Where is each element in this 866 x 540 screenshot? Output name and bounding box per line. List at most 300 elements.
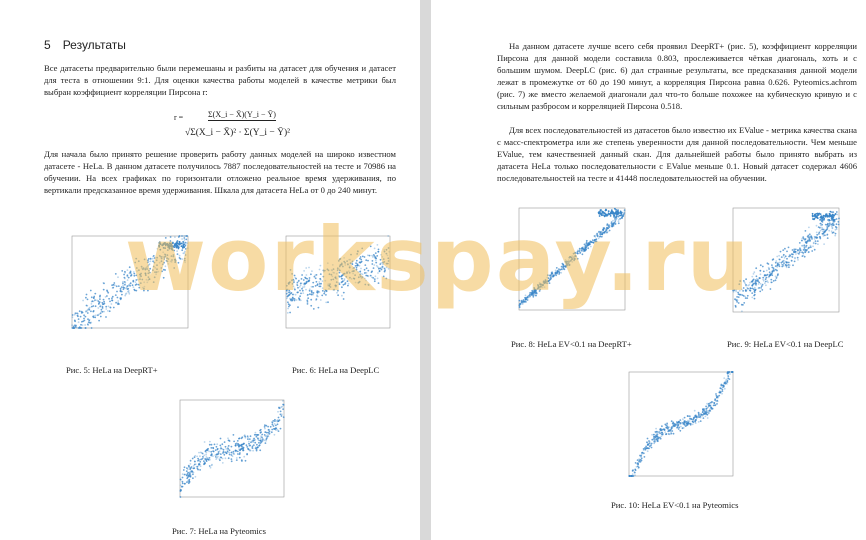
scatter-point [103,299,105,301]
scatter-point [187,472,189,474]
scatter-point [143,290,145,292]
scatter-point [364,256,366,258]
scatter-point [122,282,124,284]
paragraph-intro: Все датасеты предварительно были перемешаны и разбиты на датасет для обучения и датасет для теста в отношении 9:1. Для оценки качества работы моделей в качестве метрики был выбран коэффициент корреляции Пирсона r: [44,63,396,98]
scatter-point [795,251,797,253]
scatter-point [705,406,707,408]
scatter-point [231,458,233,460]
scatter-point [218,453,220,455]
scatter-point [156,264,158,266]
scatter-point [594,235,596,237]
scatter-point [365,280,367,282]
scatter-point [200,452,202,454]
scatter-point [145,272,147,274]
scatter-point [653,440,655,442]
scatter-point [239,452,241,454]
scatter-point [604,212,606,214]
scatter-point [600,234,602,236]
scatter-point [745,278,747,280]
scatter-point [819,219,821,221]
scatter-point [343,292,345,294]
scatter-point [714,399,716,401]
scatter-point [154,271,156,273]
scatter-point [651,443,653,445]
scatter-point [318,286,320,288]
scatter-point [97,314,99,316]
scatter-point [265,442,267,444]
scatter-point [663,428,665,430]
scatter-point [127,269,129,271]
scatter-point [676,427,678,429]
scatter-point [217,448,219,450]
scatter-point [689,420,691,422]
scatter-point [581,248,583,250]
scatter-point [805,249,807,251]
scatter-point [654,437,656,439]
scatter-point [638,467,640,469]
scatter-point [154,257,156,259]
scatter-point [150,258,152,260]
scatter-point [830,215,832,217]
scatter-point [259,440,261,442]
scatter-point [809,238,811,240]
scatter-point [563,266,565,268]
scatter-point [388,268,390,270]
scatter-point [377,272,379,274]
scatter-point [368,275,370,277]
scatter-point [555,271,557,273]
scatter-point [543,280,545,282]
scatter-point [180,489,182,491]
scatter-point [181,238,183,240]
scatter-point [217,456,219,458]
scatter-point [275,429,277,431]
scatter-point [831,230,833,232]
scatter-point [325,294,327,296]
scatter-point [702,411,704,413]
scatter-point [245,437,247,439]
scatter-point [128,290,130,292]
scatter-point [592,239,594,241]
scatter-point [206,456,208,458]
scatter-point [327,301,329,303]
scatter-point [216,446,218,448]
scatter-point [211,444,213,446]
scatter-point [356,269,358,271]
scatter-point [280,428,282,430]
scatter-point [750,288,752,290]
scatter-point [271,431,273,433]
scatter-point [360,276,362,278]
scatter-point [755,284,757,286]
scatter-point [200,459,202,461]
scatter-point [177,253,179,255]
scatter-point [124,271,126,273]
scatter-point [698,414,700,416]
scatter-point [624,209,626,211]
scatter-point [771,282,773,284]
scatter-point [380,262,382,264]
scatter-point [152,269,154,271]
scatter-point [115,294,117,296]
scatter-point [205,452,207,454]
scatter-point [194,456,196,458]
scatter-point [342,280,344,282]
scatter-point [171,259,173,261]
scatter-point [116,285,118,287]
scatter-point [286,285,288,287]
scatter-point [760,273,762,275]
scatter-point [366,272,368,274]
scatter-point [792,249,794,251]
scatter-point [184,239,186,241]
scatter-point [776,256,778,258]
scatter-point [380,254,382,256]
scatter-point [827,234,829,236]
scatter-point [714,404,716,406]
scatter-point [106,295,108,297]
scatter-point [139,278,141,280]
scatter-point [100,305,102,307]
scatter-point [594,240,596,242]
scatter-point [731,371,733,373]
scatter-point [661,430,663,432]
scatter-point [753,273,755,275]
scatter-point [360,268,362,270]
scatter-point [751,292,753,294]
scatter-point [753,271,755,273]
scatter-point [352,270,354,272]
scatter-point [771,267,773,269]
scatter-point [781,256,783,258]
scatter-point [108,298,110,300]
scatter-point [618,220,620,222]
scatter-point [91,301,93,303]
scatter-point [225,446,227,448]
scatter-point [328,288,330,290]
scatter-point [220,448,222,450]
scatter-point [99,298,101,300]
scatter-point [566,265,568,267]
scatter-point [149,272,151,274]
scatter-point [375,275,377,277]
scatter-point [609,230,611,232]
scatter-point [307,301,309,303]
scatter-point [703,413,705,415]
scatter-point [777,273,779,275]
scatter-point [799,251,801,253]
scatter-point [291,292,293,294]
scatter-point [602,212,604,214]
scatter-point [743,302,745,304]
scatter-point [243,443,245,445]
scatter-point [156,268,158,270]
scatter-point [286,297,288,299]
scatter-point [634,474,636,476]
scatter-point [666,423,668,425]
scatter-point [304,286,306,288]
scatter-point [138,287,140,289]
scatter-point [807,239,809,241]
scatter-point [184,260,186,262]
scatter-point [835,233,837,235]
scatter-point [306,278,308,280]
scatter-point [81,321,83,323]
scatter-point [585,246,587,248]
scatter-point [301,274,303,276]
scatter-point [383,258,385,260]
scatter-point [90,310,92,312]
scatter-point [133,275,135,277]
scatter-point [577,258,579,260]
scatter-point [197,458,199,460]
scatter-point [197,460,199,462]
scatter-point [126,293,128,295]
scatter-point [173,250,175,252]
scatter-point [130,282,132,284]
scatter-point [253,444,255,446]
scatter-point [545,279,547,281]
scatter-point [146,279,148,281]
scatter-point [599,215,601,217]
scatter-point [364,269,366,271]
scatter-point [176,250,178,252]
scatter-point [601,236,603,238]
scatter-point [838,218,840,220]
scatter-point [252,447,254,449]
scatter-point [598,238,600,240]
scatter-point [82,324,84,326]
scatter-point [235,451,237,453]
scatter-point [80,324,82,326]
scatter-point [759,277,761,279]
scatter-point [182,244,184,246]
scatter-point [344,278,346,280]
scatter-point [375,262,377,264]
scatter-point [287,312,289,314]
scatter-point [529,296,531,298]
scatter-point [383,276,385,278]
scatter-point [612,220,614,222]
scatter-point [820,223,822,225]
scatter-point [323,293,325,295]
scatter-point [569,264,571,266]
scatter-point [362,276,364,278]
scatter-point [718,395,720,397]
scatter-point [209,441,211,443]
scatter-point [352,273,354,275]
scatter-point [121,286,123,288]
scatter-point [535,289,537,291]
scatter-point [350,262,352,264]
scatter-point [236,457,238,459]
scatter-point [182,241,184,243]
scatter-point [352,263,354,265]
scatter-point [94,299,96,301]
scatter-point [307,297,309,299]
scatter-point [325,302,327,304]
scatter-point [292,283,294,285]
scatter-point [596,233,598,235]
scatter-point [280,411,282,413]
scatter-point [350,254,352,256]
scatter-point [814,218,816,220]
scatter-point [780,251,782,253]
scatter-point [329,283,331,285]
scatter-point [783,260,785,262]
scatter-point [278,430,280,432]
scatter-point [788,256,790,258]
scatter-point [614,221,616,223]
scatter-point [211,464,213,466]
scatter-point [725,380,727,382]
scatter-point [265,440,267,442]
scatter-point [382,266,384,268]
scatter-point [829,222,831,224]
scatter-point [90,290,92,292]
scatter-point [271,421,273,423]
scatter-point [186,470,188,472]
scatter-point [595,234,597,236]
scatter-point [772,258,774,260]
scatter-point [225,448,227,450]
scatter-point [797,257,799,259]
scatter-point [777,265,779,267]
scatter-point [127,288,129,290]
scatter-point [289,281,291,283]
scatter-point [689,419,691,421]
scatter-point [645,446,647,448]
scatter-point [710,408,712,410]
scatter-point [335,286,337,288]
scatter-point [817,243,819,245]
scatter-point [303,279,305,281]
scatter-point [814,236,816,238]
scatter-point [823,243,825,245]
scatter-point [566,262,568,264]
scatter-point [191,466,193,468]
scatter-point [357,271,359,273]
scatter-point [273,425,275,427]
scatter-point [79,326,81,328]
scatter-point [337,267,339,269]
scatter-point [806,245,808,247]
scatter-point [310,273,312,275]
scatter-point [745,297,747,299]
scatter-point [305,267,307,269]
scatter-point [752,281,754,283]
scatter-point [773,280,775,282]
scatter-point [347,280,349,282]
scatter-point [264,428,266,430]
scatter-point [582,253,584,255]
scatter-point [331,270,333,272]
scatter-point [370,275,372,277]
scatter-point [374,280,376,282]
scatter-point [600,210,602,212]
scatter-point [124,281,126,283]
scatter-point [775,269,777,271]
scatter-point [136,267,138,269]
scatter-point [333,289,335,291]
scatter-point [336,273,338,275]
scatter-point [698,421,700,423]
scatter-point [671,426,673,428]
scatter-point [90,322,92,324]
scatter-point [812,245,814,247]
scatter-point [833,214,835,216]
scatter-point [743,287,745,289]
scatter-point [159,255,161,257]
scatter-point [122,284,124,286]
scatter-point [373,267,375,269]
scatter-point [342,278,344,280]
scatter-point [228,440,230,442]
scatter-point [821,227,823,229]
scatter-point [758,283,760,285]
scatter-point [655,428,657,430]
scatter-point [367,260,369,262]
scatter-point [351,278,353,280]
scatter-point [823,215,825,217]
scatter-point [706,403,708,405]
scatter-point [838,224,840,226]
scatter-point [74,320,76,322]
scatter-point [769,271,771,273]
scatter-point [203,454,205,456]
scatter-point [570,260,572,262]
scatter-point [790,255,792,257]
scatter-point [574,252,576,254]
scatter-point [665,433,667,435]
scatter-point [184,252,186,254]
scatter-point [658,431,660,433]
scatter-point [637,464,639,466]
scatter-point [163,247,165,249]
scatter-point [124,295,126,297]
scatter-point [298,297,300,299]
scatter-point [334,277,336,279]
scatter-point [279,419,281,421]
scatter-point [765,278,767,280]
scatter-point [269,433,271,435]
scatter-point [287,308,289,310]
scatter-point [87,318,89,320]
scatter-point [136,270,138,272]
scatter-point [820,225,822,227]
scatter-point [638,458,640,460]
scatter-point [682,418,684,420]
scatter-point [343,298,345,300]
scatter-point [89,307,91,309]
scatter-point [184,483,186,485]
scatter-point [754,298,756,300]
scatter-point [300,293,302,295]
scatter-point [388,247,390,249]
scatter-point [786,251,788,253]
scatter-point [252,440,254,442]
scatter-point [735,306,737,308]
scatter-point [257,437,259,439]
scatter-point [632,470,634,472]
scatter-point [527,297,529,299]
scatter-point [264,426,266,428]
scatter-point [617,209,619,211]
scatter-point [830,211,832,213]
scatter-point [702,408,704,410]
scatter-point [159,241,161,243]
scatter-point [620,212,622,214]
